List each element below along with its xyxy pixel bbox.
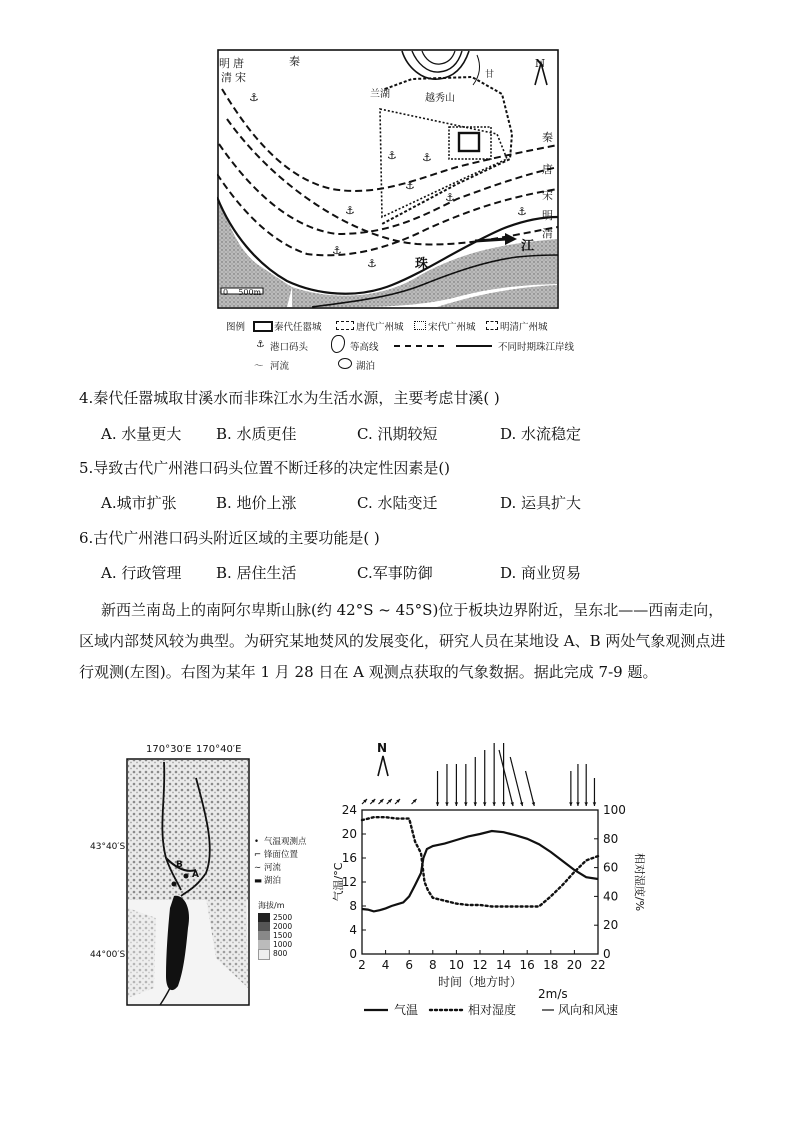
wind-arrowhead	[483, 802, 486, 806]
question-4-stem: 4.秦代任嚣城取甘溪水而非珠江水为生活水源，主要考虑甘溪( )	[79, 389, 500, 407]
label-tang-right: 唐	[542, 163, 553, 176]
anchor-icon: ⚓	[422, 151, 432, 164]
front-icon: ⌐	[254, 850, 262, 860]
question-5-stem: 5.导致古代广州港口码头位置不断迁移的决定性因素是()	[79, 459, 451, 477]
station-icon: •	[254, 837, 260, 847]
label-zhu: 珠	[415, 257, 429, 272]
legend-tang: 唐代广州城	[356, 322, 404, 333]
legend-mingqing: 明清广州城	[500, 322, 548, 333]
label-ming-right: 明	[542, 209, 553, 222]
q4-option-a[interactable]: A. 水量更大	[101, 425, 182, 443]
q5-option-c[interactable]: C. 水陆变迁	[357, 494, 438, 512]
legend-dash-line	[394, 345, 444, 347]
legend-tang-symbol	[336, 321, 354, 330]
wind-arrowhead	[569, 802, 572, 806]
y-left-tick-label: 8	[349, 899, 357, 913]
q4-option-c[interactable]: C. 汛期较短	[357, 425, 438, 443]
label-gan: 甘	[485, 70, 495, 80]
y-left-tick-label: 20	[341, 827, 357, 841]
label-song-right: 宋	[542, 189, 553, 202]
legend-port: 港口码头	[270, 342, 309, 353]
lake-icon: ▬	[254, 876, 263, 886]
x-tick-label: 4	[381, 958, 390, 972]
label-qing-left: 清	[221, 71, 232, 84]
station-b-label: B	[176, 860, 183, 870]
y-left-tick-label: 24	[341, 803, 357, 817]
wind-arrowhead	[436, 802, 439, 806]
y-left-tick-label: 12	[341, 875, 357, 889]
lat1-label: 43°40′S	[90, 842, 126, 852]
y-right-tick-label: 40	[603, 889, 619, 904]
legend-station: 气温观测点	[264, 837, 307, 847]
figure1-map	[217, 49, 559, 309]
elev-1000: 1000	[273, 940, 293, 949]
label-song-left: 宋	[235, 71, 246, 84]
lon1-label: 170°30′E	[146, 744, 192, 755]
plot-frame	[362, 810, 598, 954]
elev-800: 800	[273, 949, 288, 958]
anchor-icon: ⚓	[345, 204, 355, 217]
q5-option-a[interactable]: A.城市扩张	[101, 494, 177, 512]
x-tick-label: 22	[590, 958, 606, 972]
x-tick-label: 12	[472, 958, 488, 972]
anchor-icon: ⚓	[387, 149, 397, 162]
legend-solid-line	[456, 345, 492, 347]
label-north: N	[535, 57, 546, 70]
legend-humidity-label: 相对湿度	[468, 1003, 517, 1017]
x-tick-label: 8	[428, 958, 437, 972]
anchor-icon: ⚓	[249, 91, 259, 104]
legend-song: 宋代广州城	[428, 322, 476, 333]
wind-arrowhead	[576, 802, 579, 806]
y-right-axis-label: 相对湿度/%	[633, 852, 646, 912]
x-tick-label: 20	[566, 958, 583, 972]
x-tick-label: 14	[495, 958, 512, 972]
legend-qin-symbol	[253, 321, 273, 332]
q5-option-d[interactable]: D. 运具扩大	[500, 494, 582, 512]
x-tick-label: 6	[405, 958, 414, 972]
legend-lake2: 湖泊	[264, 876, 282, 886]
label-qin-right: 秦	[542, 131, 553, 144]
wind-arrowhead	[445, 802, 448, 806]
label-qing-right: 清	[542, 227, 553, 240]
elev-2500: 2500	[273, 913, 293, 922]
legend-shoreline: 不同时期珠江岸线	[498, 342, 575, 353]
y-right-tick-label: 60	[603, 860, 619, 875]
wind-arrowhead	[464, 802, 467, 806]
wind-arrowhead	[474, 802, 477, 806]
figure1-legend	[226, 317, 575, 372]
elevation-legend	[258, 900, 292, 960]
label-ming-left: 明	[219, 57, 230, 70]
x-tick-label: 10	[448, 958, 465, 972]
legend-title: 图例	[226, 322, 246, 333]
q4-option-b[interactable]: B. 水质更佳	[216, 425, 297, 443]
label-jiang: 江	[521, 239, 535, 254]
label-lanhu: 兰湖	[370, 89, 390, 100]
wind-arrowhead	[584, 802, 587, 806]
anchor-icon: ⚓	[517, 205, 527, 218]
legend-song-symbol	[414, 321, 426, 330]
elev-colorbar	[258, 913, 270, 960]
y-left-tick-label: 0	[349, 947, 357, 961]
wind-arrowhead	[502, 802, 505, 806]
elev-2000: 2000	[273, 922, 293, 931]
north-label: N	[377, 741, 388, 755]
elev-1500: 1500	[273, 931, 293, 940]
wind-arrows	[362, 741, 596, 806]
q6-option-a[interactable]: A. 行政管理	[101, 564, 182, 582]
legend-qin: 秦代任嚣城	[274, 322, 322, 333]
legend-river2: 河流	[264, 863, 282, 873]
anchor-icon: ⚓	[367, 257, 377, 270]
chart-axes	[362, 810, 598, 954]
y-right-tick-label: 80	[603, 831, 619, 846]
y-right-tick-label: 100	[603, 803, 626, 817]
q5-option-b[interactable]: B. 地价上涨	[216, 494, 297, 512]
y-left-axis-label: 气温/°C	[332, 862, 345, 902]
lon2-label: 170°40′E	[196, 744, 242, 755]
wind-arrowhead	[492, 802, 495, 806]
y-right-tick-label: 0	[603, 947, 611, 961]
figure2-map	[90, 744, 336, 1014]
legend-river-icon: 〜	[254, 361, 264, 372]
nz-map-svg	[126, 758, 250, 1006]
temperature-line	[362, 831, 598, 911]
anchor-icon: ⚓	[405, 179, 415, 192]
legend-mingqing-symbol	[486, 321, 498, 330]
wind-arrow	[510, 757, 522, 806]
figure2-map-legend	[254, 836, 307, 888]
legend-lake: 湖泊	[356, 361, 376, 372]
legend-river: 河流	[270, 361, 290, 372]
legend-peak: 锋面位置	[264, 850, 299, 860]
label-yuexiushan: 越秀山	[425, 93, 455, 104]
question-6-stem: 6.古代广州港口码头附近区域的主要功能是( )	[79, 529, 380, 547]
x-tick-label: 18	[543, 958, 559, 972]
elev-title: 海拔/m	[258, 901, 285, 910]
legend-wind-label: 风向和风速	[558, 1003, 619, 1017]
climate-chart-svg	[330, 736, 650, 1026]
chart-series	[362, 817, 598, 911]
anchor-icon: ⚓	[445, 191, 455, 204]
q4-option-d[interactable]: D. 水流稳定	[500, 425, 582, 443]
legend-anchor-icon: ⚓	[256, 339, 265, 350]
label-tang-left: 唐	[233, 57, 244, 70]
y-left-tick-label: 16	[341, 851, 357, 865]
q6-option-d[interactable]: D. 商业贸易	[500, 564, 582, 582]
y-right-tick-label: 20	[603, 918, 619, 933]
wind-arrowhead	[455, 802, 458, 806]
q6-option-c[interactable]: C.军事防御	[357, 564, 433, 582]
north-arrow-icon	[378, 756, 388, 776]
figure2-chart	[330, 736, 650, 1026]
lat2-label: 44°00′S	[90, 950, 126, 960]
label-scale: 0 500m	[223, 288, 262, 297]
label-qin-top: 秦	[289, 55, 300, 68]
q6-option-b[interactable]: B. 居住生活	[216, 564, 297, 582]
legend-contour: 等高线	[350, 342, 379, 353]
wind-arrowhead	[593, 802, 596, 806]
x-axis-label: 时间（地方时）	[437, 975, 523, 989]
legend-contour-icon	[331, 335, 345, 353]
flow-arrow-line	[475, 239, 507, 241]
legend-lake-icon	[338, 358, 352, 369]
anchor-icon: ⚓	[332, 244, 342, 257]
river-icon: ∼	[254, 863, 262, 873]
passage: 新西兰南岛上的南阿尔卑斯山脉(约 42°S ~ 45°S)位于板块边界附近，呈东北——西南走向，区域内部焚风较为典型。为研究某地焚风的发展变化，研究人员在某地设 A、B 两处气象观测点进行观测(左图)。右图为某年 1 月 28 日在 A 观测点获取的气象数据。据此完成 7-9 题。	[79, 601, 726, 681]
legend-temp-label: 气温	[394, 1003, 419, 1017]
x-tick-label: 2	[358, 958, 366, 972]
x-tick-label: 16	[519, 958, 535, 972]
station-a-label: A	[192, 870, 199, 880]
wind-scale-label: 2m/s	[538, 987, 568, 1001]
wind-arrow	[526, 771, 535, 806]
y-left-tick-label: 4	[349, 923, 357, 937]
